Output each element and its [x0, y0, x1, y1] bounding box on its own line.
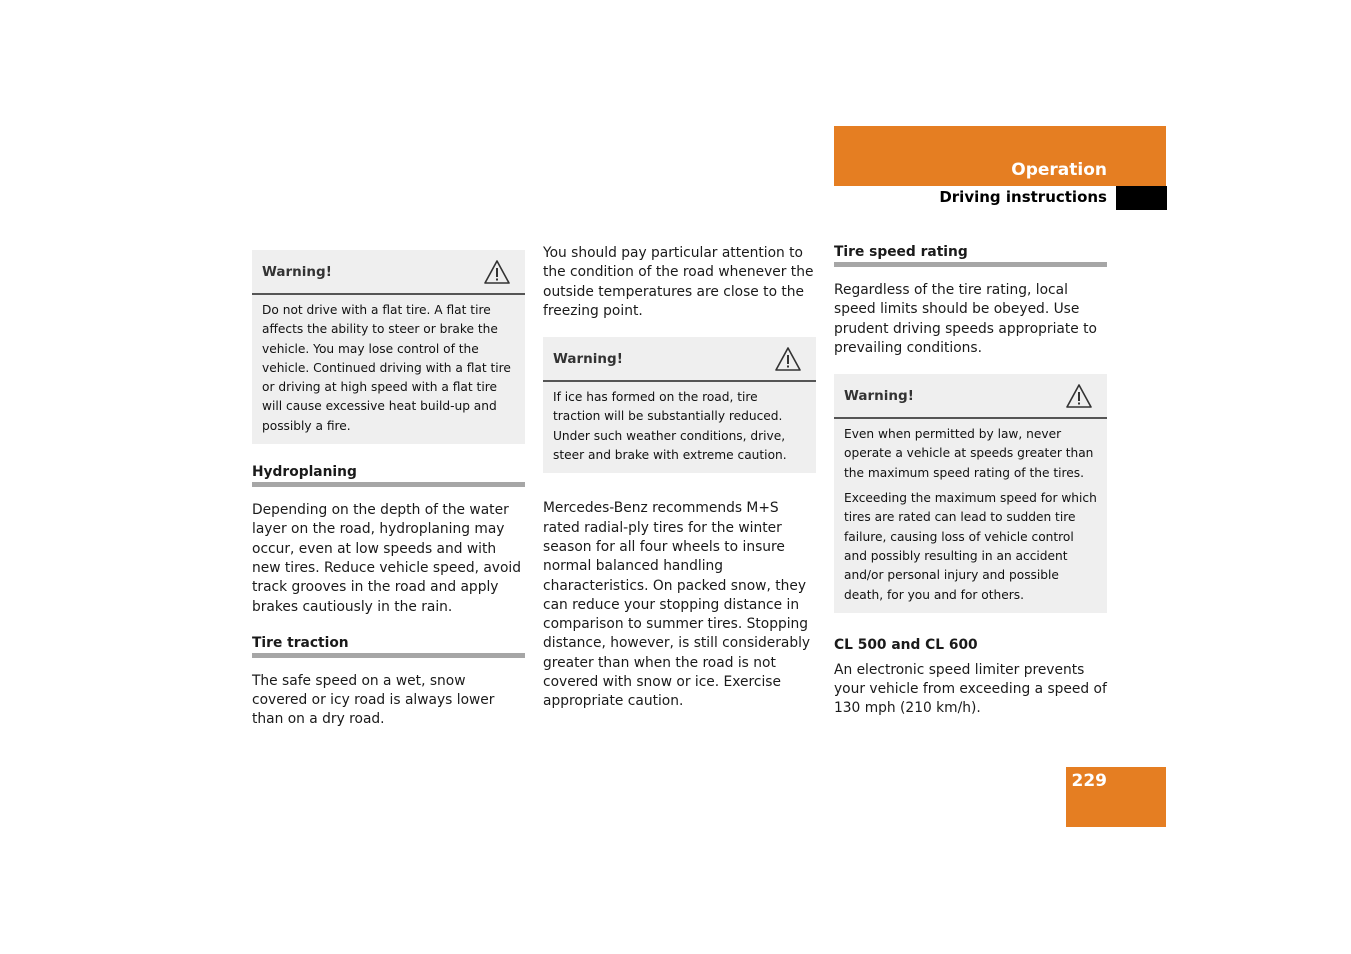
- warning-header: [252, 250, 525, 295]
- warning-box-speed: [834, 374, 1107, 613]
- speed-rating-text: Regardless of the tire rating, local speed limits should be obeyed. Use prudent driving speeds appropriate to prevailing conditions.: [834, 282, 1097, 356]
- warning-text: If ice has formed on the road, tire traction will be substantially reduced. Under such weather conditions, drive, steer and brake with extreme caution.: [553, 390, 787, 463]
- column-2: [543, 244, 816, 730]
- tire-traction-text: The safe speed on a wet, snow covered or icy road is always lower than on a dry road.: [252, 672, 495, 728]
- heading-cl-models: CL 500 and CL 600: [834, 636, 978, 653]
- warning-triangle-icon: [774, 346, 802, 372]
- heading-tire-traction: Tire traction: [252, 635, 525, 658]
- warning-title: Warning!: [844, 387, 914, 404]
- warning-header: [543, 337, 816, 382]
- warning-text: Do not drive with a flat tire. A flat tire affects the ability to steer or brake the vehicle. You may lose control of the vehicle. Continued driving with a flat tire or driving at high speed with a flat tire will cause excessive heat build-up and possibly a fire.: [262, 303, 511, 433]
- section-title: Operation: [1011, 160, 1107, 180]
- column-3: [834, 244, 1107, 737]
- heading-hydroplaning: Hydroplaning: [252, 464, 525, 487]
- column-1: [252, 244, 525, 748]
- warning-header: [834, 374, 1107, 419]
- warning-text: [834, 419, 1107, 613]
- road-condition-text: You should pay particular attention to the condition of the road whenever the outside temperatures are close to the freezing point.: [543, 245, 814, 319]
- warning-box-flat-tire: [252, 250, 525, 444]
- warning-triangle-icon: [483, 259, 511, 285]
- warning-title: Warning!: [553, 350, 623, 367]
- warning-triangle-icon: [1065, 383, 1093, 409]
- subsection-marker: [1116, 186, 1167, 210]
- heading-tire-speed-rating: Tire speed rating: [834, 244, 1107, 267]
- warning-paragraph: Exceeding the maximum speed for which tires are rated can lead to sudden tire failure, causing loss of vehicle control and possibly resulting in an accident and/or personal injury and possible death, for you and for others.: [844, 491, 1097, 602]
- page-number: 229: [1071, 771, 1107, 791]
- winter-tires-text: Mercedes-Benz recommends M+S rated radial-ply tires for the winter season for all four wheels to insure normal balanced handling characteristics. On packed snow, they can reduce your stopping distance in comparison to summer tires. Stopping distance, however, is still considerably greater than when the road is not covered with snow or ice. Exercise appropriate caution.: [543, 500, 811, 710]
- subsection-title: Driving instructions: [939, 188, 1107, 206]
- hydroplaning-text: Depending on the depth of the water layer on the road, hydroplaning may occur, even at low speeds and with new tires. Reduce vehicle speed, avoid track grooves in the road and apply brakes cautiously in the rain.: [252, 502, 522, 615]
- section-header-bar: [834, 126, 1166, 186]
- warning-box-ice: [543, 337, 816, 473]
- speed-limiter-text: An electronic speed limiter prevents your vehicle from exceeding a speed of 130 mph (210 km/h).: [834, 661, 1107, 717]
- page-number-box: [1066, 767, 1166, 827]
- warning-paragraph: Even when permitted by law, never operate a vehicle at speeds greater than the maximum speed rating of the tires.: [844, 427, 1094, 480]
- warning-title: Warning!: [262, 263, 332, 280]
